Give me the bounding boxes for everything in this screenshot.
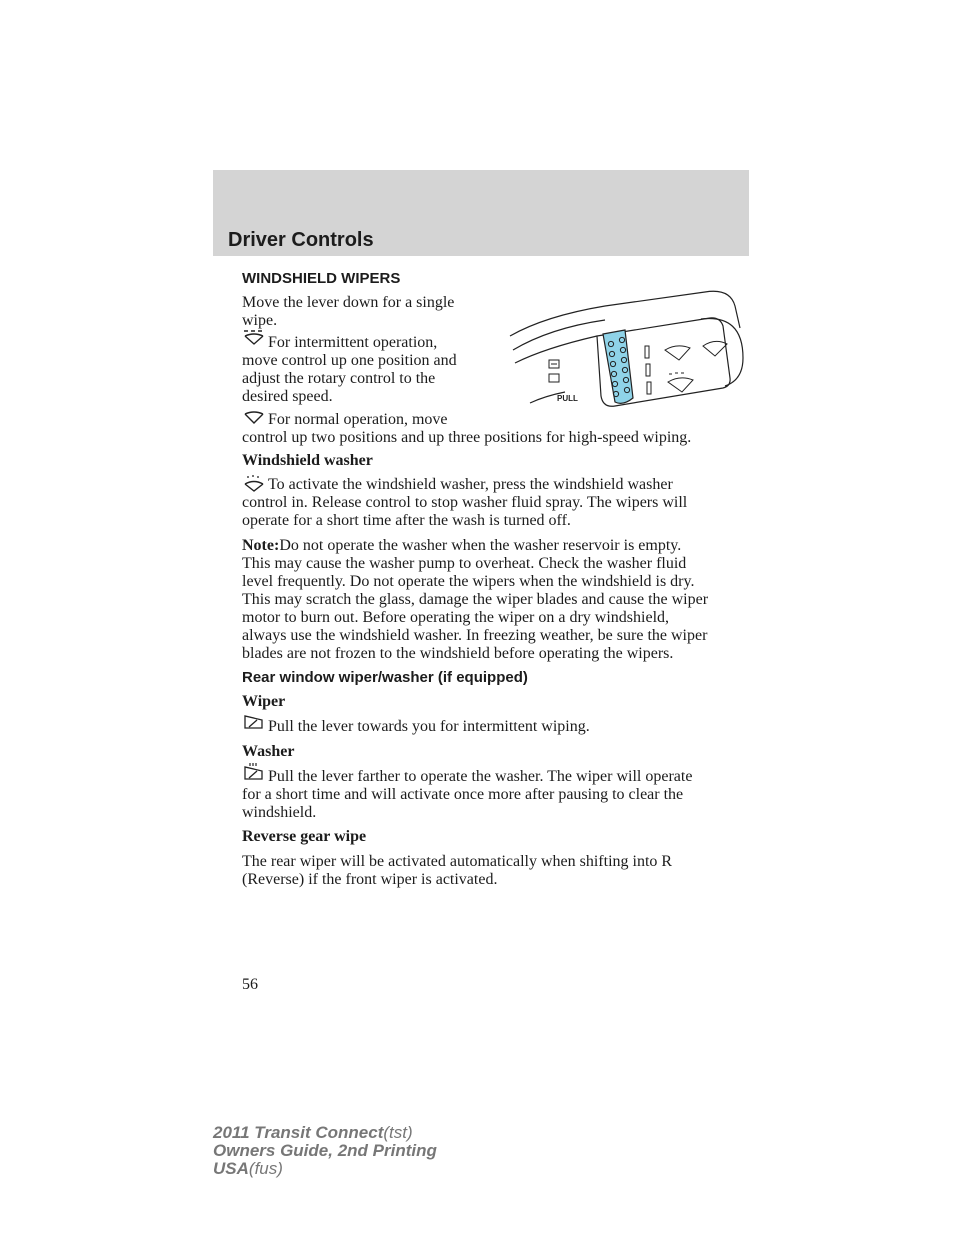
rear-wiper-text: Pull the lever towards you for intermittent wiping.	[268, 718, 590, 735]
page-number: 56	[242, 976, 258, 993]
rear-wiper-heading: Wiper	[242, 693, 286, 710]
intermittent-line3: adjust the rotary control to the	[242, 370, 436, 387]
reverse-heading: Reverse gear wipe	[242, 828, 367, 845]
note-line1-text: Do not operate the washer when the washer reservoir is empty.	[279, 537, 682, 554]
section-title: Driver Controls	[228, 229, 374, 251]
rear-washer-line2: for a short time and will activate once more after pausing to clear the	[242, 786, 684, 803]
normal-line2: control up two positions and up three positions for high-speed wiping.	[242, 429, 692, 446]
note-label: Note:	[242, 537, 280, 554]
note-line5: motor to burn out. Before operating the wiper on a dry windshield,	[242, 609, 670, 626]
section-header	[213, 170, 749, 256]
intermittent-line2: move control up one position and	[242, 352, 457, 369]
washer-line3: operate for a short time after the wash is turned off.	[242, 512, 571, 529]
rear-wiper-icon	[242, 714, 266, 732]
note-line7: blades are not frozen to the windshield before operating the wipers.	[242, 645, 674, 662]
footer-line2	[213, 1142, 437, 1160]
intermittent-wiper-icon	[242, 328, 266, 346]
note-line6: always use the windshield washer. In freezing weather, be sure the wiper	[242, 627, 708, 644]
normal-wiper-icon	[242, 410, 266, 428]
rear-washer-heading: Washer	[242, 743, 295, 760]
footer-market: USA	[213, 1159, 249, 1178]
footer-market-code: (fus)	[248, 1159, 283, 1178]
rear-washer-icon	[242, 762, 266, 780]
wipers-intro-line1: Move the lever down for a single	[242, 294, 455, 311]
wipers-intro-line2: wipe.	[242, 312, 278, 329]
reverse-line2: (Reverse) if the front wiper is activated.	[242, 871, 498, 888]
footer-model-code: (tst)	[383, 1123, 413, 1142]
pull-label: PULL	[557, 394, 578, 403]
washer-heading: Windshield washer	[242, 452, 373, 469]
intermittent-line1: For intermittent operation,	[268, 334, 438, 351]
rear-washer-line1: Pull the lever farther to operate the washer. The wiper will operate	[268, 768, 693, 785]
washer-line2: control in. Release control to stop washer fluid spray. The wipers will	[242, 494, 688, 511]
note-line3: level frequently. Do not operate the wipers when the windshield is dry.	[242, 573, 695, 590]
footer-model: 2011 Transit Connect	[213, 1123, 384, 1142]
wiper-stalk-illustration	[505, 288, 750, 408]
normal-line1: For normal operation, move	[268, 411, 448, 428]
note-line1	[242, 537, 681, 555]
intermittent-line4: desired speed.	[242, 388, 333, 405]
wipers-heading: WINDSHIELD WIPERS	[242, 270, 401, 287]
footer	[213, 1124, 437, 1178]
note-line2: This may cause the washer pump to overheat. Check the washer fluid	[242, 555, 687, 572]
reverse-line1: The rear wiper will be activated automatically when shifting into R	[242, 853, 673, 870]
washer-line1: To activate the windshield washer, press the windshield washer	[268, 476, 673, 493]
footer-edition: Owners Guide, 2nd Printing	[213, 1141, 437, 1160]
footer-line1	[213, 1124, 437, 1142]
footer-line3	[213, 1160, 437, 1178]
rear-heading: Rear window wiper/washer (if equipped)	[242, 669, 528, 686]
note-line4: This may scratch the glass, damage the wiper blades and cause the wiper	[242, 591, 709, 608]
rear-washer-line3: windshield.	[242, 804, 317, 821]
windshield-washer-icon	[242, 474, 266, 492]
